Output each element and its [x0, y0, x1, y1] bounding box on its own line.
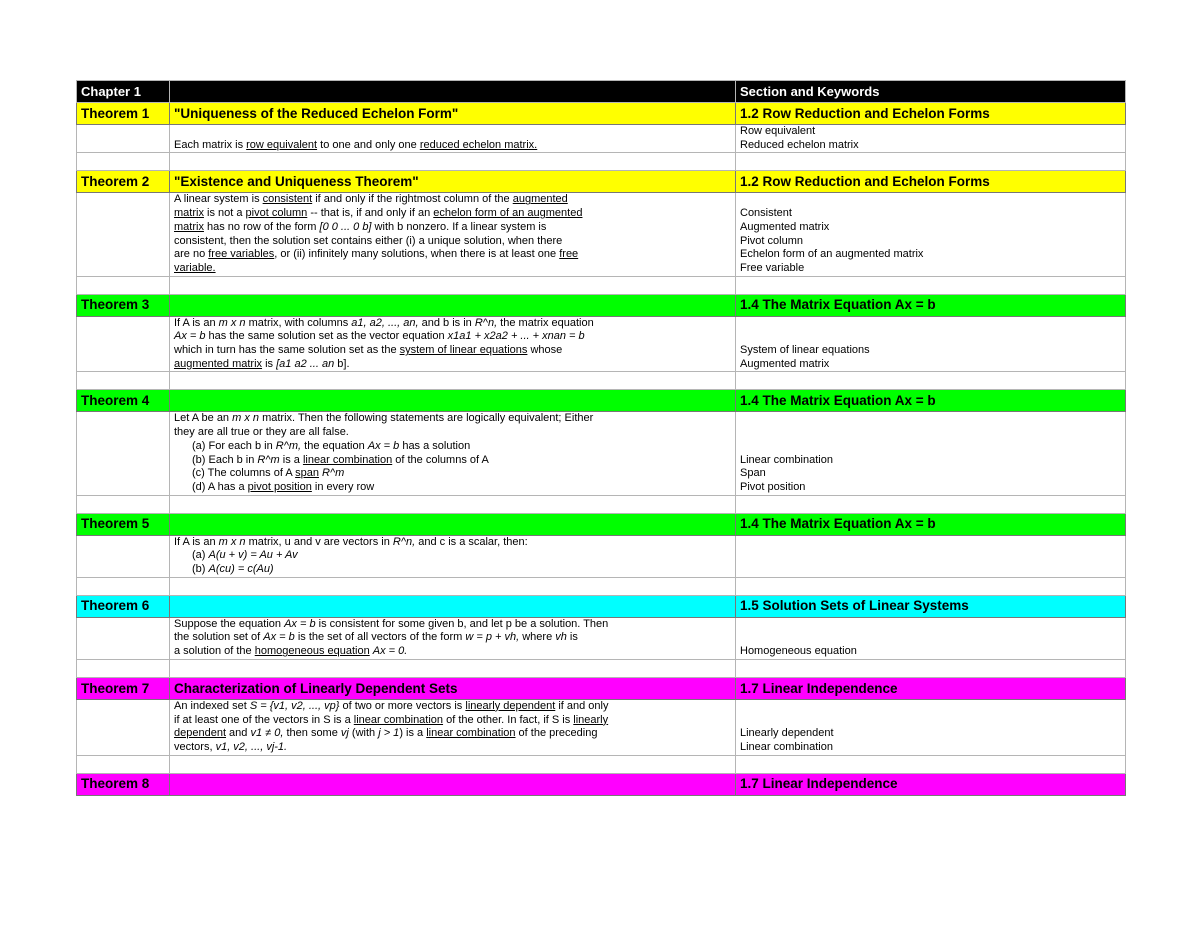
- theorem-5-section[interactable]: 1.4 The Matrix Equation Ax = b: [736, 513, 1126, 535]
- theorem-7-blank-cell[interactable]: [77, 699, 170, 755]
- theorem-3-keywords[interactable]: [736, 316, 1126, 372]
- theorem-3-body-row: [77, 316, 1126, 372]
- theorem-5-keywords[interactable]: [736, 535, 1126, 577]
- theorem-2-statement[interactable]: A linear system is consistent if and only if the rightmost column of the augmented matrix is not a pivot column -- that is, if and only if an echelon form of an augmented matrix has no row of the form [0 0 ... 0 b] with b nonzero. If a linear system is consistent, then the solution set contains either (i) a unique solution, when there are no free variables, or (ii) infinitely many solutions, when there is at least one free variable.: [170, 193, 736, 276]
- theorem-1-body-row: [77, 125, 1126, 153]
- theorem-4-label[interactable]: Theorem 4: [77, 390, 170, 412]
- theorem-table: [76, 80, 1126, 796]
- keyword: Row equivalent: [740, 125, 816, 137]
- theorem-7-keywords[interactable]: [736, 699, 1126, 755]
- theorem-6-keywords[interactable]: [736, 617, 1126, 659]
- keyword: Linear combination: [740, 453, 833, 466]
- spacer-row: [77, 755, 1126, 773]
- keyword: Linearly dependent: [740, 727, 834, 740]
- theorem-1-statement[interactable]: Each matrix is row equivalent to one and only one reduced echelon matrix.: [170, 125, 736, 153]
- theorem-8-title[interactable]: [170, 773, 736, 795]
- theorem-6-label[interactable]: Theorem 6: [77, 595, 170, 617]
- keyword: Span: [740, 467, 766, 480]
- theorem-1-keywords[interactable]: [736, 125, 1126, 153]
- keyword: Augmented matrix: [740, 220, 830, 233]
- theorem-1-section[interactable]: 1.2 Row Reduction and Echelon Forms: [736, 103, 1126, 125]
- theorem-2-blank-cell[interactable]: [77, 193, 170, 276]
- theorem-6-body-row: [77, 617, 1126, 659]
- theorem-6-blank-cell[interactable]: [77, 617, 170, 659]
- theorem-5-body-row: [77, 535, 1126, 577]
- theorem-5-header-row: [77, 513, 1126, 535]
- keyword: Pivot column: [740, 234, 803, 247]
- theorem-4-keywords[interactable]: [736, 412, 1126, 495]
- theorem-4-blank-cell[interactable]: [77, 412, 170, 495]
- theorem-2-header-row: [77, 171, 1126, 193]
- keyword: Free variable: [740, 261, 805, 274]
- spacer-row: [77, 577, 1126, 595]
- theorem-7-section[interactable]: 1.7 Linear Independence: [736, 677, 1126, 699]
- spacer-row: [77, 153, 1126, 171]
- theorem-1-header-row: [77, 103, 1126, 125]
- spacer-row: [77, 659, 1126, 677]
- theorem-3-label[interactable]: Theorem 3: [77, 294, 170, 316]
- theorem-6-section[interactable]: 1.5 Solution Sets of Linear Systems: [736, 595, 1126, 617]
- theorem-6-statement[interactable]: Suppose the equation Ax = b is consistent for some given b, and let p be a solution. Then the solution set of Ax = b is the set of all vectors of the form w = p + vh, where vh is a solution of the homogeneous equation Ax = 0.: [170, 617, 736, 659]
- spacer-row: [77, 372, 1126, 390]
- theorem-2-body-row: [77, 193, 1126, 276]
- theorem-2-label[interactable]: Theorem 2: [77, 171, 170, 193]
- theorem-8-section[interactable]: 1.7 Linear Independence: [736, 773, 1126, 795]
- theorem-4-section[interactable]: 1.4 The Matrix Equation Ax = b: [736, 390, 1126, 412]
- spacer-row: [77, 276, 1126, 294]
- theorem-2-section[interactable]: 1.2 Row Reduction and Echelon Forms: [736, 171, 1126, 193]
- keyword: Consistent: [740, 207, 792, 220]
- keyword: Linear combination: [740, 740, 833, 753]
- keyword: System of linear equations: [740, 344, 870, 357]
- theorem-8-header-row: [77, 773, 1126, 795]
- theorem-3-blank-cell[interactable]: [77, 316, 170, 372]
- theorem-6-header-row: [77, 595, 1126, 617]
- theorem-4-body-row: [77, 412, 1126, 495]
- theorem-3-title[interactable]: [170, 294, 736, 316]
- theorem-5-statement[interactable]: If A is an m x n matrix, u and v are vectors in R^n, and c is a scalar, then: (a) A(u + v) = Au + Av (b) A(cu) = c(Au): [170, 535, 736, 577]
- keyword: Homogeneous equation: [740, 645, 857, 658]
- theorem-4-statement[interactable]: Let A be an m x n matrix. Then the following statements are logically equivalent; Either they are all true or they are all false. (a) For each b in R^m, the equation Ax = b has a solution (b) Each b in R^m is a linear combination of the columns of A (c) The columns of A span R^m (d) A has a pivot position in every row: [170, 412, 736, 495]
- theorem-5-label[interactable]: Theorem 5: [77, 513, 170, 535]
- keyword: Augmented matrix: [740, 357, 830, 370]
- theorem-3-section[interactable]: 1.4 The Matrix Equation Ax = b: [736, 294, 1126, 316]
- theorem-6-title[interactable]: [170, 595, 736, 617]
- header-chapter[interactable]: Chapter 1: [77, 81, 170, 103]
- spacer-row: [77, 495, 1126, 513]
- theorem-1-title[interactable]: "Uniqueness of the Reduced Echelon Form": [170, 103, 736, 125]
- theorem-3-statement[interactable]: If A is an m x n matrix, with columns a1, a2, ..., an, and b is in R^n, the matrix equation Ax = b has the same solution set as the vector equation x1a1 + x2a2 + ... + xnan = b which in turn has the same solution set as the system of linear equations whose augmented matrix is [a1 a2 ... an b].: [170, 316, 736, 372]
- keyword: Pivot position: [740, 480, 806, 493]
- theorem-4-header-row: [77, 390, 1126, 412]
- theorem-4-title[interactable]: [170, 390, 736, 412]
- header-section-keywords[interactable]: Section and Keywords: [736, 81, 1126, 103]
- theorem-2-keywords[interactable]: [736, 193, 1126, 276]
- theorem-7-header-row: [77, 677, 1126, 699]
- keyword: Echelon form of an augmented matrix: [740, 248, 924, 261]
- theorem-7-title[interactable]: Characterization of Linearly Dependent Sets: [170, 677, 736, 699]
- theorem-1-blank-cell[interactable]: [77, 125, 170, 153]
- theorem-1-label[interactable]: Theorem 1: [77, 103, 170, 125]
- header-row: [77, 81, 1126, 103]
- keyword: Reduced echelon matrix: [740, 138, 859, 151]
- theorem-7-body-row: [77, 699, 1126, 755]
- theorem-8-label[interactable]: Theorem 8: [77, 773, 170, 795]
- header-blank[interactable]: [170, 81, 736, 103]
- theorem-3-header-row: [77, 294, 1126, 316]
- theorem-2-title[interactable]: "Existence and Uniqueness Theorem": [170, 171, 736, 193]
- theorem-7-label[interactable]: Theorem 7: [77, 677, 170, 699]
- theorem-5-title[interactable]: [170, 513, 736, 535]
- theorem-5-blank-cell[interactable]: [77, 535, 170, 577]
- theorem-7-statement[interactable]: An indexed set S = {v1, v2, ..., vp} of two or more vectors is linearly dependent if and only if at least one of the vectors in S is a linear combination of the other. In fact, if S is linearly dependent and v1 ≠ 0, then some vj (with j > 1) is a linear combination of the preceding vectors, v1, v2, ..., vj-1.: [170, 699, 736, 755]
